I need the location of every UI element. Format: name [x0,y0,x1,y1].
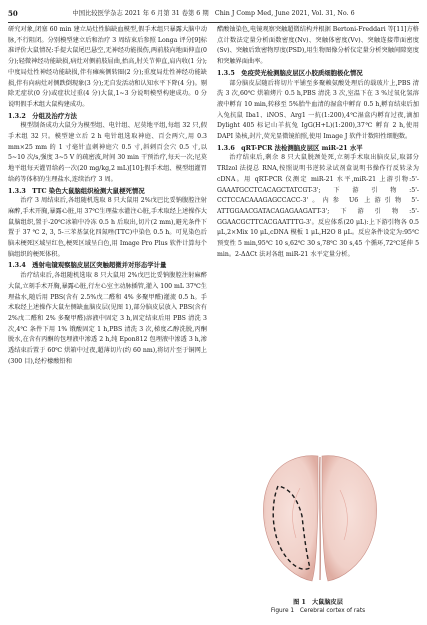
midline-fissure [320,457,321,580]
section-heading: 1.3.4 透射电镜观察脑皮层区突触超微并对形态学计量 [8,261,167,270]
paragraph: 治疗 3 周结束后,各组随机选取 8 只大鼠用 2%戊巴比妥钠腹腔注射麻醉,手术开胸,暴露心脏,用 37℃生理盐水灌注心脏,手术取经上述操作大鼠脑组织,置于-20℃冰箱中冷冻 0.5 h 后取出,切片(2 mm),避光条件下置于 37 ℃ 2, 3, 5-三苯基氯化四氮唑(TTC)中染色 0.5 h。可见染色后脑未梗死区域呈红色,梗死区域呈白色,用 Image Pro Plus 软件计算每个脑组织的梗死体积。 [8,197,207,258]
figure-caption-cn: 图 1 大鼠脑皮层 [293,599,343,606]
left-column [8,25,207,368]
paragraph: 研究对象,闭塞 60 min 建立局灶性脑缺血模型,假手术组只暴露大脑中动脉,不行阻闭。分别模型建立后和治疗 3 周结束后参照 Longa 评分[9]标准评价大鼠情况:手提大鼠尾巴悬空,无神经功能损伤,两前肢向地面伸直(0 分);轻微神经功能缺损,病灶对侧前肢屈曲,抬高,肘关节伸直,肩内收(1 分);中度局灶性神经功能缺损,伴有瘫痪侧转圈(2 分);重度局灶性神经功能缺损,伴有向病灶对侧跌倒现象(3 分);无自发活动和认知水平下降(4 分)。剔除无症状(0 分)或症状过重(4 分)大鼠,1~3 分说明模型构建成功。0 分说明假手术组大鼠构建成功。 [8,26,207,108]
section-heading: 1.3.6 qRT-PCR 法检测脑皮层区 miR-21 水平 [217,143,363,152]
figure-caption-en: Figure 1 Cerebral cortex of rats [270,608,366,614]
journal-title: 中国比较医学杂志 2021 年 6 月第 31 卷第 6 期 Chin J Comp Med, June 2021, Vol. 31, No. 6 [72,10,355,17]
paragraph: 醋酸铀染色,电镜观察突触超微结构并根据 Bertoni-Freddari 等[11]方格点计数法定量分析面数密度(Nv)、突触体密度(Vv)、突触连接带面密度(Sv)、突触后致密物厚度(PSD),用生物图像分析仪定量分析突触间隙宽度和突触界面曲率。 [217,26,419,66]
rat-brain-image [240,448,400,593]
right-column [217,25,419,260]
paragraph: 模型制备成功大鼠分为模型组、电针组、尼莫地平组,每组 32 只,假手术组 32 只。模型建立后 2 h 电针组选取神庭、百会两穴,用 0.3 mm×25 mm 的 1 寸毫针直刺神庭穴 0.5 寸,斜刺百会穴 0.5 寸,以 5~10 次/s,强度 3~5 V 的疏密波,时间 30 min 干预治疗,每天一次;尼莫地平组每天灌胃给药一次(20 mg/kg,2 mL)[10];假手术组、模型组灌胃给药等体积的生理盐水,连续治疗 3 周。 [8,122,207,183]
figure-rat-brain [240,448,400,593]
paragraph: 治疗结束后,各组随机选取 8 只大鼠用 2%戊巴比妥钠腹腔注射麻醉大鼠,立刻手术开胸,暴露心脏,行左心室主动脉插管,灌入 100 mL 37℃生理盐水,随后用 PBS(含有 2.5%戊二醛和 4% 多聚甲醛)灌流 0.5 h。手术取经上述操作大鼠左侧缺血脑皮层(见图 1),部分脑皮层放入 PBS(含有 2%戊二醛和 2% 多聚甲醛)溶液中固定 3 h,固定结束后用 PBS 清洗 3 次,4℃ 条件下用 1% 锇酸固定 1 h,PBS 清洗 3 次,梯度乙醇洗脱,丙酮脱水,在含有丙酮的包埋液中渗透 2 h,纯 Epon812 包埋液中渗透 3 h,渗透结束后置于 60℃ 烘箱中过夜,超薄切片(约 60 nm),将切片至于铜网上(300 目),经柠檬酸铅和 [8,272,207,365]
page-number: 50 [8,9,18,18]
section-heading: 1.3.3 TTC 染色大鼠脑组织检测大鼠梗死情况 [8,186,145,195]
running-header [8,6,419,23]
paragraph: 治疗结束后,剩余 8 只大鼠脱颈处死,立刻手术取出脑皮层,取部分 TRIzol 法提总 RNA,按照说明书逆转录试剂盒说明书操作行反转录为 cDNA。用 qRT-PCR 仪测定 miR-21 水平,miR-21 上游引物:5'-GAAATGCCTCACAGCTATCGT-3';下游引物:5'-CCTCCACAAAGAGCCACC-3'。内参 U6 上游引物 5'-ATTGGAACGATACAGAGAAGATT-3';下游引物:5'-GGAACGCTTCACGAATTTG-3'。反应体系(20 μL):上下游引物各 0.5 μL,2×Mix 10 μL,cDNA 模板 1 μL,H2O 8 μL。反应条件设定为:95℃预变性 5 min,95℃ 10 s,62℃ 30 s,78℃ 30 s,45 个循环,72℃延伸 5 min。2-ΔΔCt 法对各组 miR-21 水平定量分析。 [217,154,419,258]
section-heading: 1.3.5 免疫荧光检测脑皮层区小胶质细胞极化情况 [217,68,363,77]
paragraph: 部分脑皮层随后将切片平铺至多聚赖氨酸处理后的载玻片上,PBS 清洗 3 次,60℃ 烘箱烤片 0.5 h,PBS 清洗 3 次,室温下在 3 %过氧化氢溶液中孵育 10 min,转移至 5%胎牛血清的湿盒中孵育 0.5 h,孵育结束后加入兔抗鼠 Iba1、iNOS、Arg1 一抗(1:200),4℃湿盒内孵育过夜,滴加 Dylight 405 标记山羊抗兔 IgG(H+L)(1:200),37℃ 孵育 2 h,使用 DAPI 染核,封片,荧光显微镜拍照,使用 Image J 软件计数阳性细胞数。 [217,79,419,141]
section-heading: 1.3.2 分组及治疗方法 [8,111,77,120]
